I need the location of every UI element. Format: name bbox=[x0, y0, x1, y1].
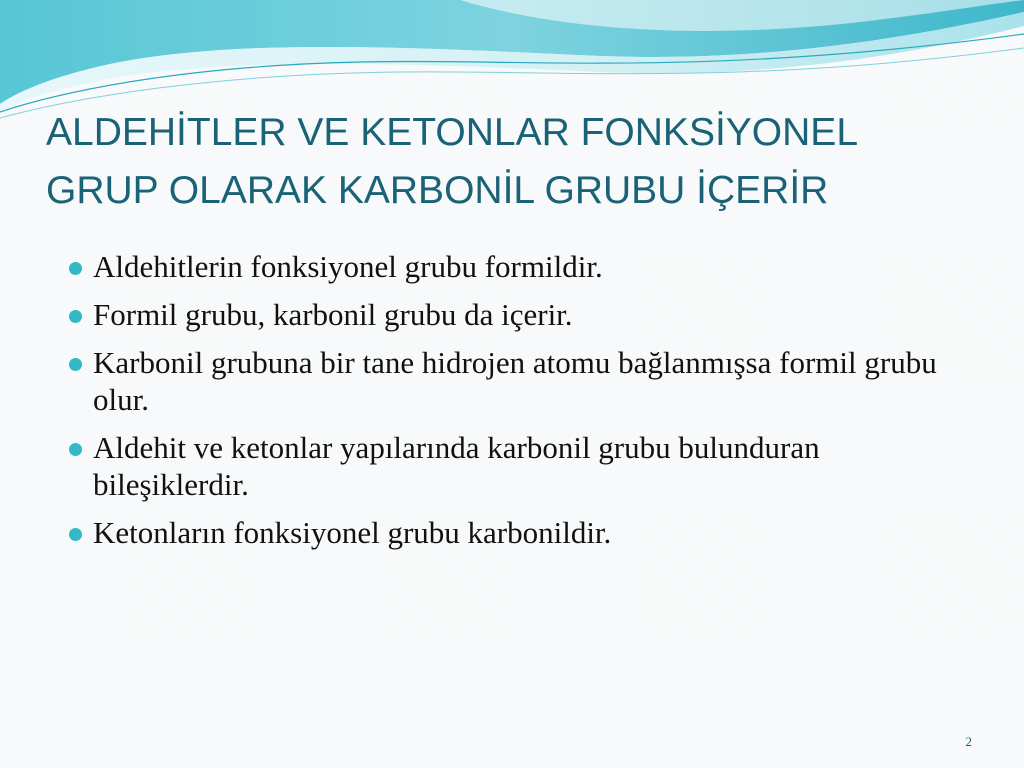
bullet-text: Ketonların fonksiyonel grubu karbonildir. bbox=[93, 515, 612, 550]
bullet-text: Formil grubu, karbonil grubu da içerir. bbox=[93, 297, 573, 332]
bullet-dot-icon bbox=[69, 528, 82, 541]
bullet-dot-icon bbox=[69, 310, 82, 323]
bullet-list bbox=[66, 248, 966, 562]
slide-title bbox=[46, 104, 986, 220]
slide-title-line-2: GRUP OLARAK KARBONİL GRUBU İÇERİR bbox=[46, 169, 829, 212]
bullet-item bbox=[66, 514, 966, 551]
bullet-dot-icon bbox=[69, 358, 82, 371]
bullet-text: Aldehitlerin fonksiyonel grubu formildir. bbox=[93, 249, 603, 284]
bullet-item bbox=[66, 344, 966, 418]
bullet-item bbox=[66, 248, 966, 285]
page-number: 2 bbox=[965, 734, 972, 749]
bullet-item bbox=[66, 429, 966, 503]
bullet-text: Aldehit ve ketonlar yapılarında karbonil grubu bulunduran bileşiklerdir. bbox=[93, 430, 820, 502]
slide-title-line-1: ALDEHİTLER VE KETONLAR FONKSİYONEL bbox=[46, 111, 859, 154]
bullet-item bbox=[66, 296, 966, 333]
bullet-text: Karbonil grubuna bir tane hidrojen atomu bağlanmışsa formil grubu olur. bbox=[93, 345, 937, 417]
bullet-dot-icon bbox=[69, 443, 82, 456]
bullet-dot-icon bbox=[69, 262, 82, 275]
